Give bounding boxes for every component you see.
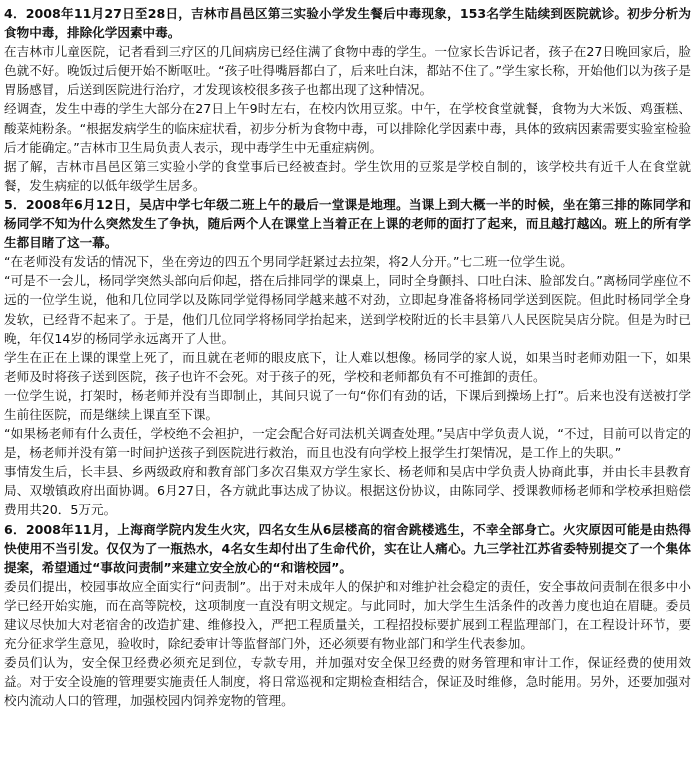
item-5-paragraph-agreement: 事情发生后，长丰县、乡两级政府和教育部门多次召集双方学生家长、杨老师和吴店中学负责人协商此事，并由长丰县教育局、双墩镇政府出面协调。6月27日，各方就此事达成了协议。根据这份协议，由陈同学、授课教师杨老师和学校承担赔偿费用共20．5万元。 [4, 464, 691, 518]
item-5-paragraph-separation: “在老师没有发话的情况下，坐在旁边的四五个男同学赶紧过去拉架，将2人分开。”七二班一位学生说。 [4, 254, 573, 270]
item-4-heading: 4．2008年11月27日至28日，吉林市昌邑区第三实验小学发生餐后中毒现象，153名学生陆续到医院就诊。初步分析为食物中毒，排除化学因素中毒。 [4, 6, 691, 41]
item-4-paragraph-canteen: 据了解，吉林市昌邑区第三实验小学的食堂事后已经被查封。学生饮用的豆浆是学校自制的，该学校共有近千人在食堂就餐，发生病症的以低年级学生居多。 [4, 158, 691, 193]
item-6-paragraph-funding: 委员们认为，安全保卫经费必须充足到位，专款专用，并加强对安全保卫经费的财务管理和审计工作，保证经费的使用效益。对于安全设施的管理要实施责任人制度，将日常巡视和定期检查相结合，保证及时维修，急时能用。另外，还要加强对校内流动人口的管理，加强校园内饲养宠物的管理。 [4, 655, 691, 709]
item-5-paragraph-hospital: “可是不一会儿，杨同学突然头部向后仰起，搭在后排同学的课桌上，同时全身颤抖、口吐白沫、脸部发白。”离杨同学座位不远的一位学生说，他和几位同学以及陈同学觉得杨同学越来越不对劲，立即起身准备将杨同学送到医院。但此时杨同学全身发软，已经背不起来了。于是，他们几位同学将杨同学抬起来，送到学校附近的长丰县第八人民医院吴店分院。但是为时已晚，年仅14岁的杨同学永远离开了人世。 [4, 273, 691, 346]
item-5-paragraph-teacher: 一位学生说，打架时，杨老师并没有当即制止，其间只说了一句“你们有劲的话，下课后到操场上打”。后来也没有送被打学生前往医院，而是继续上课直至下课。 [4, 387, 691, 422]
item-6-paragraph-accountability: 委员们提出，校园事故应全面实行“问责制”。出于对未成年人的保护和对维护社会稳定的责任，安全事故问责制在很多中小学已经开始实施，而在高等院校，这项制度一直没有明文规定。与此同时，加大学生生活条件的改善力度也迫在眉睫。委员建议尽快加大对老宿舍的改造扩建、维修投入，严把工程质量关，工程招投标要扩展到工程监理部门，在工程设计环节，要充分征求学生意见，验收时，除纪委审计等监督部门外，还必须要有物业部门和学生代表参加。 [4, 578, 691, 652]
item-4-paragraph-investigation: 经调查，发生中毒的学生大部分在27日上午9时左右，在校内饮用豆浆。中午，在学校食堂就餐，食物为大米饭、鸡蛋糕、酸菜炖粉条。“根据发病学生的临床症状看，初步分析为食物中毒，可以排除化学因素中毒，具体的致病因素需要实验室检验后才能确定。”吉林市卫生局负责人表示，现中毒学生中无重症病例。 [4, 101, 691, 155]
item-5-heading: 5．2008年6月12日，吴店中学七年级二班上午的最后一堂课是地理。当课上到大概一半的时候，坐在第三排的陈同学和杨同学不知为什么突然发生了争执，随后两个人在课堂上当着正在上课的老师的面打了起来，而且越打越凶。班上的所有学生都目睹了这一幕。 [4, 196, 691, 251]
item-4-paragraph-hospital: 在吉林市儿童医院，记者看到三疗区的几间病房已经住满了食物中毒的学生。一位家长告诉记者，孩子在27日晚回家后，脸色就不好。晚饭过后便开始不断呕吐。“孩子吐得嘴唇都白了，后来吐白沫，都站不住了。”学生家长称，开始他们以为孩子是胃肠感冒，后送到医院进行治疗，才发现该校很多孩子也都出现了这种情况。 [4, 44, 691, 98]
item-5-paragraph-family: 学生在正在上课的课堂上死了，而且就在老师的眼皮底下，让人难以想像。杨同学的家人说，如果当时老师劝阻一下，如果老师及时将孩子送到医院，孩子也许不会死。对于孩子的死，学校和老师都负有不可推卸的责任。 [4, 349, 691, 384]
item-6-heading: 6．2008年11月，上海商学院内发生火灾，四名女生从6层楼高的宿舍跳楼逃生，不幸全部身亡。火灾原因可能是由热得快使用不当引发。仅仅为了一瓶热水，4名女生却付出了生命代价，实在让人痛心。九三学社江苏省委特别提交了一个集体提案，希望通过“事故问责制”来建立安全放心的“和谐校园”。 [4, 521, 691, 575]
item-5-paragraph-school-statement: “如果杨老师有什么责任，学校绝不会袒护，一定会配合好司法机关调查处理。”吴店中学负责人说，“不过，目前可以肯定的是，杨老师并没有第一时间护送孩子到医院进行救治，而且也没有向学校上报学生打架情况，是工作上的失职。” [4, 426, 691, 461]
